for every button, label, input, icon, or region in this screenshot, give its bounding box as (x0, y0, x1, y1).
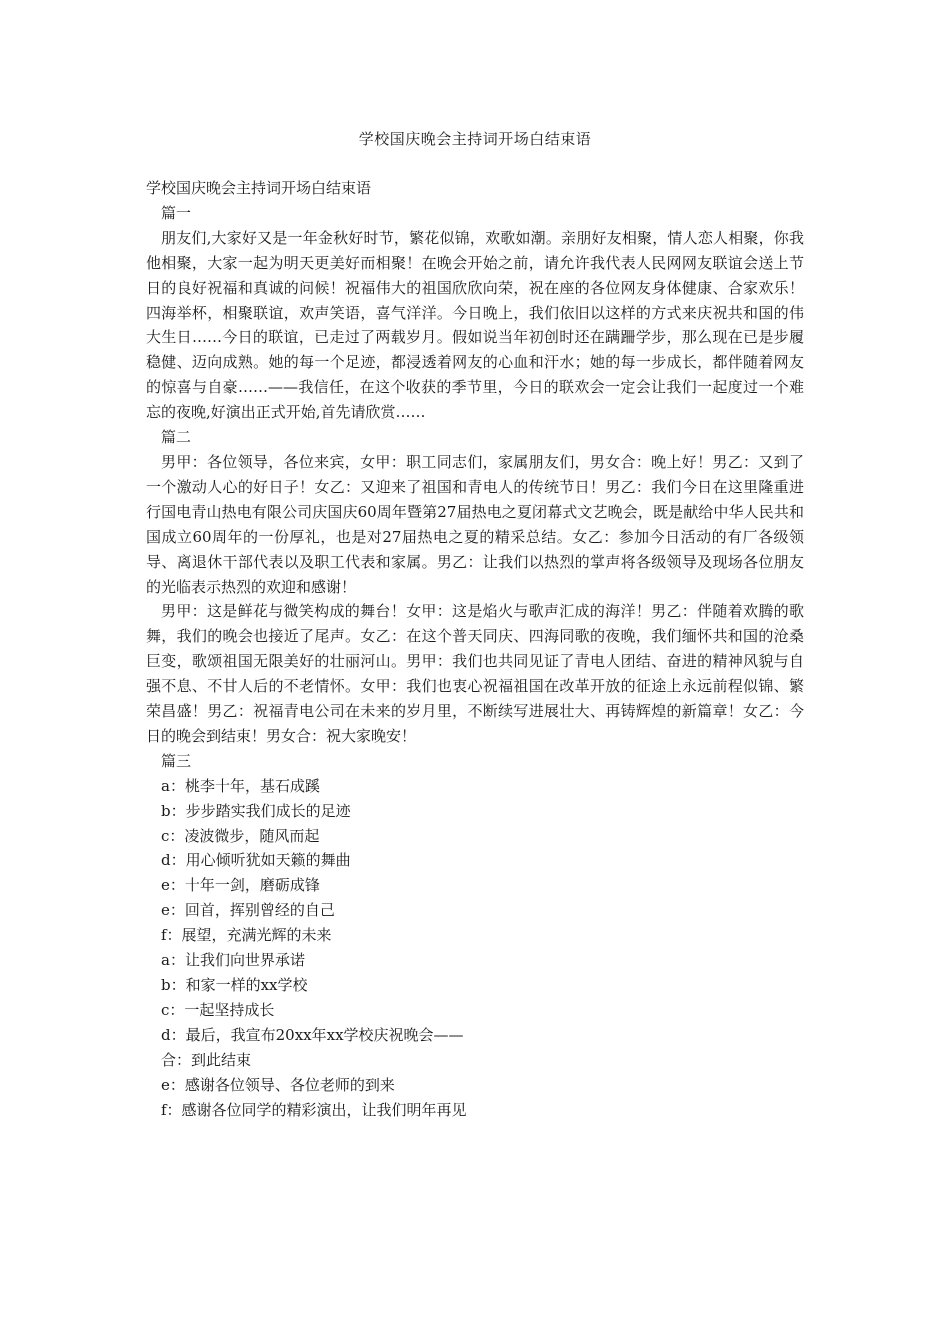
script-line: c：凌波微步，随风而起 (161, 826, 320, 845)
paragraph: 男甲：各位领导，各位来宾，女甲：职工同志们，家属朋友们，男女合：晚上好！男乙：又到了一个激动人心的好日子！女乙：又迎来了祖国和青电人的传统节日！男乙：我们今日在这里隆重进行国电青山热电有限公司庆国庆60周年暨第27届热电之夏闭幕式文艺晚会，既是献给中华人民共和国成立60周年的一份厚礼，也是对27届热电之夏的精采总结。女乙：参加今日活动的有厂各级领导、离退休干部代表以及职工代表和家属。男乙：让我们以热烈的掌声将各级领导及现场各位朋友的光临表示热烈的欢迎和感谢！ (146, 452, 804, 596)
script-line: c：一起坚持成长 (161, 1000, 275, 1019)
script-line: f：感谢各位同学的精彩演出，让我们明年再见 (161, 1100, 467, 1119)
script-line: e：回首，挥别曾经的自己 (161, 901, 335, 920)
script-line: a：桃李十年，基石成蹊 (161, 776, 320, 795)
script-line: b：步步踏实我们成长的足迹 (161, 801, 351, 820)
script-line: f：展望，充满光辉的未来 (161, 926, 332, 945)
document-title: 学校国庆晚会主持词开场白结束语 (358, 130, 592, 148)
script-line: b：和家一样的xx学校 (161, 976, 308, 994)
section-heading: 篇一 (161, 203, 192, 222)
script-line: e：感谢各位领导、各位老师的到来 (161, 1075, 395, 1094)
script-line: 合：到此结束 (161, 1050, 252, 1069)
script-line: d：用心倾听犹如天籁的舞曲 (161, 851, 351, 870)
paragraph: 男甲：这是鲜花与微笑构成的舞台！女甲：这是焰火与歌声汇成的海洋！男乙：伴随着欢腾的歌舞，我们的晚会也接近了尾声。女乙：在这个普天同庆、四海同歌的夜晚，我们缅怀共和国的沧桑巨变，歌颂祖国无限美好的壮丽河山。男甲：我们也共同见证了青电人团结、奋进的精神风貌与自强不息、不甘人后的不老情怀。女甲：我们也衷心祝福祖国在改革开放的征途上永远前程似锦、繁荣昌盛！男乙：祝福青电公司在未来的岁月里，不断续写进展壮大、再铸辉煌的新篇章！女乙：今日的晚会到结束！男女合：祝大家晚安！ (146, 602, 804, 745)
section-heading: 篇二 (161, 428, 192, 447)
document-subtitle: 学校国庆晚会主持词开场白结束语 (146, 179, 372, 197)
script-line: a：让我们向世界承诺 (161, 951, 305, 970)
script-line: d：最后，我宣布20xx年xx学校庆祝晚会—— (161, 1025, 464, 1044)
paragraph: 朋友们,大家好又是一年金秋好时节，繁花似锦，欢歌如潮。亲朋好友相聚，情人恋人相聚，你我他相聚，大家一起为明天更美好而相聚！在晚会开始之前，请允许我代表人民网网友联谊会送上节日的良好祝福和真诚的问候！祝福伟大的祖国欣欣向荣，祝在座的各位网友身体健康、合家欢乐！四海举杯，相聚联谊，欢声笑语，喜气洋洋。今日晚上，我们依旧以这样的方式来庆祝共和国的伟大生日……今日的联谊，已走过了两载岁月。假如说当年初创时还在蹒跚学步，那么现在已是步履稳健、迈向成熟。她的每一个足迹，都浸透着网友的心血和汗水；她的每一步成长，都伴随着网友的惊喜与自豪……——我信任，在这个收获的季节里，今日的联欢会一定会让我们一起度过一个难忘的夜晚,好演出正式开始,首先请欣赏…… (146, 228, 804, 422)
document-body (146, 176, 804, 1122)
section-heading: 篇三 (161, 751, 192, 770)
script-line: e：十年一剑，磨砺成锋 (161, 876, 320, 895)
